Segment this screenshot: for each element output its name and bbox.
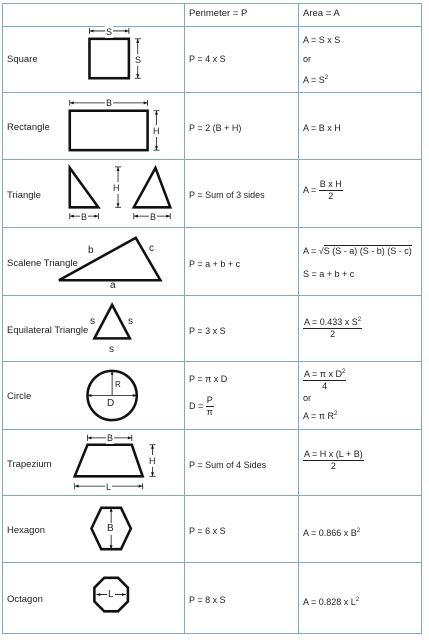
table-row-trapezium [3, 429, 421, 495]
width-label: B [107, 523, 114, 534]
table-row-circle [3, 361, 421, 429]
square-diagram [58, 27, 183, 92]
hexagon-figure [58, 496, 183, 562]
height-label: H [153, 126, 160, 136]
area-formula-alt: $A = S^2$ [303, 75, 329, 85]
diameter-label: D [107, 398, 115, 409]
shape-name: Triangle [7, 190, 41, 201]
area-formula: A = B x H [303, 123, 341, 133]
area-formula-alt: A = π $R^2$ [303, 411, 338, 421]
area-or: or [303, 54, 312, 64]
area-or: or [303, 393, 312, 403]
height-label: H [149, 456, 156, 466]
table-row-square [3, 26, 421, 92]
table-header [3, 4, 421, 26]
bottom-length-label: L [106, 482, 112, 492]
base-label-right: B [150, 212, 157, 222]
side-label-right: S [135, 55, 142, 65]
equilateral-figure [58, 296, 183, 361]
triangle-figure [58, 160, 183, 227]
circle-figure [58, 362, 183, 429]
perimeter-formula: P = 2 (B + H) [189, 123, 242, 133]
rectangle-diagram [58, 93, 183, 159]
perimeter-formula: P = 3 x S [189, 326, 226, 336]
area-formula: A = 0.866 x $B^2$ [303, 528, 361, 538]
side-label-right: s [128, 316, 133, 327]
side-a-label: a [110, 280, 116, 291]
perimeter-formula: P = Sum of 3 sides [189, 190, 265, 200]
square-figure [58, 27, 183, 92]
table-row-triangle [3, 159, 421, 227]
width-label: B [106, 98, 113, 108]
side-c-label: c [149, 243, 154, 254]
table-row-equilateral-triangle [3, 295, 421, 361]
side-b-label: b [88, 245, 94, 256]
perimeter-formula: P = 6 x S [189, 526, 226, 536]
hexagon-diagram [58, 496, 183, 562]
scalene-figure [58, 228, 183, 295]
table-row-hexagon [3, 495, 421, 562]
perimeter-formula: P = 4 x S [189, 54, 226, 64]
area-formula: $\frac{\text{A = H x (L + B)}}{2}$ [304, 449, 363, 471]
shape-name: Scalene Triangle [7, 258, 78, 269]
area-formula: $\frac{A = \pi x D^2}{4}$ [304, 369, 346, 391]
side-label-left: s [90, 316, 95, 327]
perimeter-header: Perimeter = P [189, 8, 248, 19]
perimeter-formula: P = Sum of 4 Sides [189, 460, 267, 470]
area-formula: A = 0.828 x $L^2$ [303, 597, 360, 607]
rectangle-figure [58, 93, 183, 159]
table-row-octagon [3, 562, 421, 635]
triangle-diagram [58, 160, 183, 227]
side-label-top: S [106, 27, 113, 37]
area-formula: $\frac{A = 0.433 x S^2}{2}$ [304, 317, 362, 339]
octagon-diagram [58, 563, 183, 635]
area-formula: A = S x S [303, 35, 341, 45]
formula-table [2, 3, 422, 634]
area-header: Area = A [303, 8, 340, 19]
shape-name: Equilateral Triangle [7, 325, 89, 336]
shape-name: Hexagon [7, 525, 46, 536]
side-length-label: L [108, 589, 114, 600]
semi-perimeter-formula: S = a + b + c [303, 269, 355, 279]
shape-name: Circle [7, 391, 32, 402]
octagon-figure [58, 563, 183, 635]
diameter-formula: D = $\frac{P}{\pi}$ [189, 395, 213, 417]
height-label: H [113, 183, 120, 193]
perimeter-formula: P = π x D [189, 374, 228, 384]
radius-label: R [115, 380, 121, 389]
table-row-scalene-triangle [3, 227, 421, 295]
circle-diagram [58, 362, 183, 429]
shape-name: Square [7, 54, 38, 65]
trapezium-figure [58, 430, 183, 495]
table-row-rectangle [3, 92, 421, 159]
shape-name: Trapezium [7, 459, 52, 470]
base-label-left: B [81, 212, 88, 222]
area-formula: A = $\frac{\text{B x H}}{2}$ [303, 179, 342, 201]
side-label-bottom: s [109, 344, 114, 355]
shape-name: Rectangle [7, 122, 50, 133]
equilateral-diagram [58, 296, 183, 361]
shape-name: Octagon [7, 594, 43, 605]
top-width-label: B [107, 433, 114, 443]
perimeter-formula: P = 8 x S [189, 595, 226, 605]
perimeter-formula: P = a + b + c [189, 259, 241, 269]
scalene-diagram [58, 228, 183, 295]
area-formula: A = √S (S - a) (S - b) (S - c) [303, 246, 412, 256]
trapezium-diagram [58, 430, 183, 495]
